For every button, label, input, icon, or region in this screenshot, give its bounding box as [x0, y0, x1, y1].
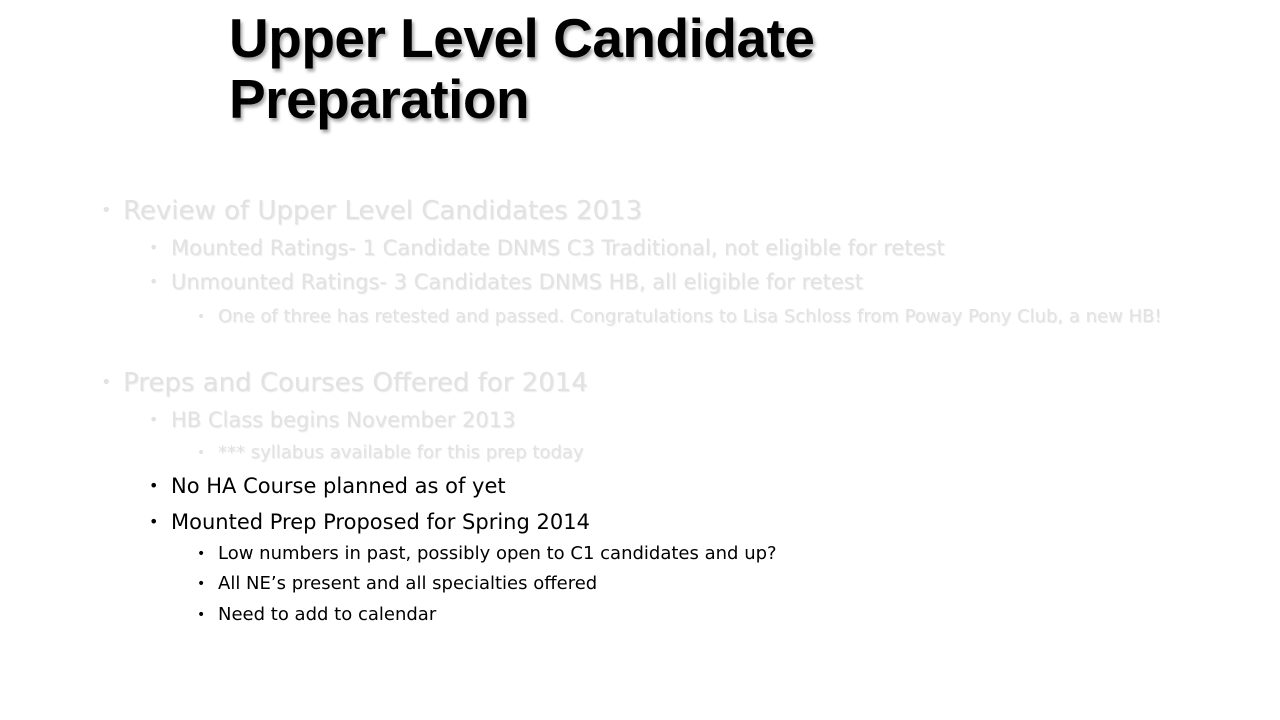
bullet-dot-icon: •	[149, 238, 159, 257]
bullet-text: *** syllabus available for this prep today	[218, 442, 584, 463]
bullet-no-ha-course	[149, 473, 506, 499]
bullet-review-2013	[101, 196, 642, 226]
bullet-dot-icon: •	[149, 410, 159, 429]
bullet-text: All NE’s present and all specialties offered	[218, 573, 598, 594]
bullet-hb-class	[149, 407, 516, 433]
bullet-unmounted-ratings	[149, 269, 863, 295]
bullet-text: HB Class begins November 2013	[171, 408, 516, 432]
bullet-mounted-prep	[149, 509, 590, 535]
bullet-add-calendar	[197, 604, 1187, 626]
bullet-dot-icon: •	[149, 476, 159, 495]
bullet-dot-icon: •	[197, 546, 206, 562]
bullet-mounted-ratings	[149, 235, 945, 261]
bullet-text: Need to add to calendar	[218, 604, 437, 625]
bullet-text: One of three has retested and passed. Congratulations to Lisa Schloss from Poway Pony Club, a new HB!	[218, 306, 1162, 327]
bullet-preps-courses-2014	[101, 368, 588, 398]
bullet-text: Review of Upper Level Candidates 2013	[123, 196, 643, 226]
bullet-text: No HA Course planned as of yet	[171, 474, 506, 498]
bullet-text: Low numbers in past, possibly open to C1 candidates and up?	[218, 543, 777, 564]
bullet-dot-icon: •	[149, 272, 159, 291]
bullet-dot-icon: •	[149, 512, 159, 531]
title-line-2: Preparation	[229, 68, 530, 130]
bullet-retested-passed	[197, 306, 1187, 328]
title-line-1: Upper Level Candidate	[229, 7, 815, 69]
bullet-dot-icon: •	[197, 445, 206, 461]
bullet-syllabus	[197, 442, 1187, 464]
bullet-text: Unmounted Ratings- 3 Candidates DNMS HB, all eligible for retest	[171, 270, 863, 294]
bullet-text: Preps and Courses Offered for 2014	[123, 368, 588, 398]
bullet-all-nes	[197, 573, 1187, 595]
bullet-low-numbers	[197, 543, 1187, 565]
bullet-dot-icon: •	[197, 309, 206, 325]
bullet-dot-icon: •	[197, 576, 206, 592]
bullet-dot-icon: •	[101, 372, 112, 393]
bullet-text: Mounted Ratings- 1 Candidate DNMS C3 Traditional, not eligible for retest	[171, 236, 945, 260]
bullet-dot-icon: •	[101, 200, 112, 221]
bullet-dot-icon: •	[197, 607, 206, 623]
bullet-text: Mounted Prep Proposed for Spring 2014	[171, 510, 590, 534]
